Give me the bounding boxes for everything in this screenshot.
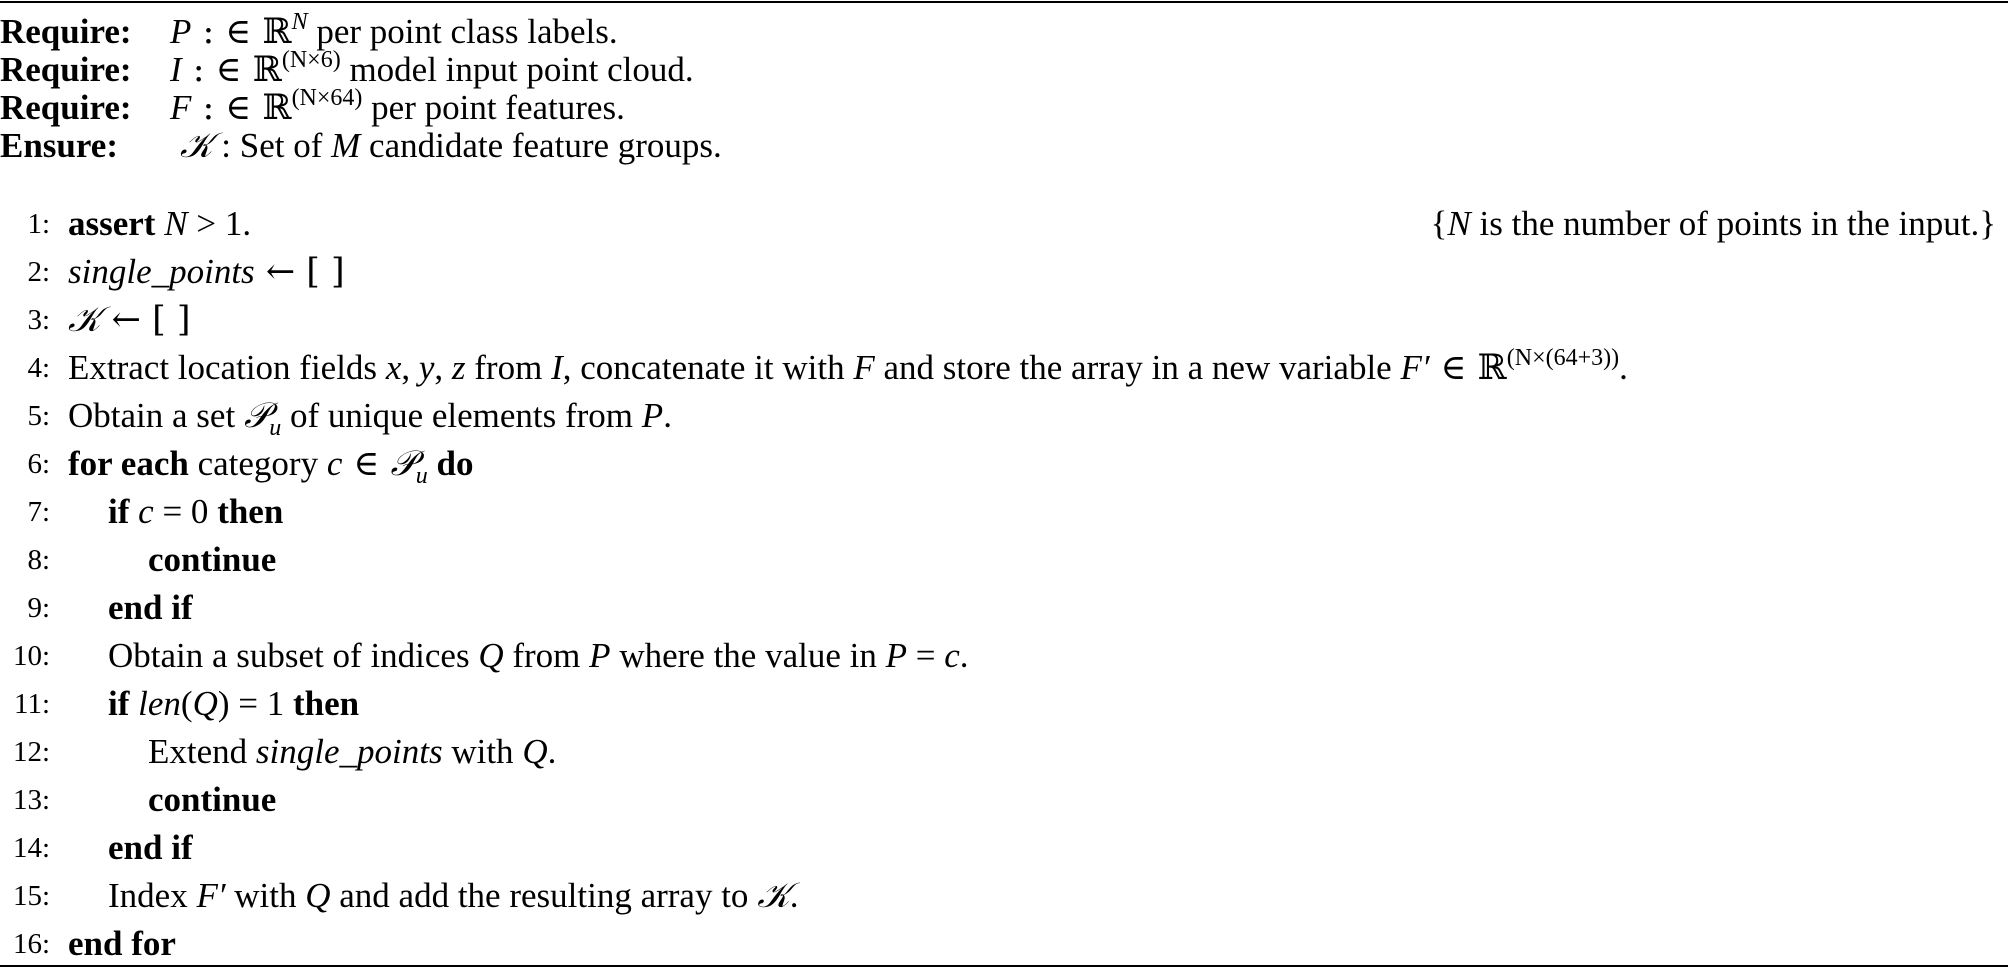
var-F-prime: F′ — [196, 876, 226, 915]
var-N: N — [1447, 204, 1471, 243]
line-number: 3: — [27, 304, 50, 336]
line-body — [68, 392, 672, 444]
expr: ← [ ] — [254, 252, 345, 292]
superscript: N — [291, 9, 308, 35]
var-F-prime: F′ — [1400, 348, 1430, 387]
set-symbol: : ∈ ℝ — [191, 12, 292, 52]
keyword-continue: continue — [148, 780, 277, 819]
line-number: 4: — [27, 352, 50, 384]
line-body — [108, 824, 193, 872]
require-text: model input point cloud. — [340, 50, 694, 89]
comment-text: is the number of points in the input.} — [1470, 204, 1996, 243]
set-symbol: ∈ — [342, 444, 391, 484]
text: . — [789, 876, 799, 915]
line-body — [108, 872, 798, 920]
line-body — [148, 776, 276, 824]
var-c: c — [129, 492, 154, 531]
line-number: 12: — [12, 736, 50, 768]
algo-line-8 — [0, 536, 2008, 584]
algo-line-3 — [0, 296, 2008, 344]
text: and add the resulting array to — [330, 876, 758, 915]
var-K: 𝒦 — [68, 300, 101, 340]
text: , — [434, 348, 452, 387]
require-text: per point features. — [362, 88, 625, 127]
text: , — [401, 348, 419, 387]
line-comment — [1431, 200, 1996, 248]
line-number: 15: — [12, 880, 50, 912]
line-number: 16: — [12, 928, 50, 960]
var-P-script: 𝒫 — [390, 444, 416, 484]
algo-line-16 — [0, 920, 2008, 968]
algo-line-1 — [0, 200, 2008, 248]
subscript: u — [269, 415, 282, 441]
algo-line-4 — [0, 344, 2008, 392]
var-N: N — [155, 204, 188, 243]
text: ( — [180, 684, 193, 723]
require-label: Require: — [0, 50, 132, 89]
require-label: Require: — [0, 88, 132, 127]
text: Extract location fields — [68, 348, 386, 387]
text: , concatenate it with — [562, 348, 854, 387]
var-y: y — [418, 348, 435, 387]
line-number: 1: — [27, 208, 50, 240]
line-body — [148, 536, 276, 584]
brace: { — [1430, 204, 1448, 243]
text: category — [188, 444, 327, 483]
text: . — [547, 732, 557, 771]
text: with — [225, 876, 306, 915]
var-P: P — [170, 12, 192, 51]
algo-line-7 — [0, 488, 2008, 536]
set-symbol: : ∈ ℝ — [191, 88, 292, 128]
var-M: M — [331, 126, 361, 165]
line-number: 11: — [14, 688, 50, 720]
superscript: (N×64) — [291, 85, 363, 111]
line-body — [108, 680, 359, 728]
ensure-output — [0, 122, 2008, 170]
expr: = — [906, 636, 945, 675]
var-K: 𝒦 — [757, 876, 790, 916]
text: Obtain a set — [68, 396, 244, 435]
var-F: F — [853, 348, 875, 387]
keyword-end-if: end if — [108, 828, 193, 867]
text: Index — [108, 876, 197, 915]
var-F: F — [170, 88, 192, 127]
line-body — [68, 344, 1628, 396]
set-symbol: : ∈ ℝ — [181, 50, 282, 90]
expr: > 1. — [187, 204, 252, 243]
require-text: per point class labels. — [307, 12, 618, 51]
var-I: I — [551, 348, 563, 387]
algo-line-12 — [0, 728, 2008, 776]
algo-line-13 — [0, 776, 2008, 824]
text: Extend — [148, 732, 256, 771]
var-P: P — [641, 396, 664, 435]
var-z: z — [451, 348, 466, 387]
text: . — [959, 636, 969, 675]
line-body — [68, 440, 474, 492]
var-K: 𝒦 — [180, 126, 213, 166]
text: . — [663, 396, 672, 435]
var-P-script: 𝒫 — [243, 396, 270, 436]
line-body — [68, 200, 251, 248]
expr: = 0 — [153, 492, 218, 531]
keyword-continue: continue — [148, 540, 277, 579]
var-single-points: single_points — [255, 732, 443, 771]
line-body — [108, 488, 283, 536]
line-number: 7: — [27, 496, 50, 528]
superscript: (N×(64+3)) — [1506, 345, 1620, 371]
text: and store the array in a new variable — [874, 348, 1401, 387]
line-body — [148, 728, 556, 776]
var-P: P — [589, 636, 611, 675]
ensure-text: candidate feature groups. — [360, 126, 722, 165]
text: from — [465, 348, 552, 387]
text: where the value in — [610, 636, 886, 675]
line-body — [68, 248, 345, 296]
line-number: 13: — [12, 784, 50, 816]
var-I: I — [170, 50, 182, 89]
keyword-do: do — [427, 444, 474, 483]
algo-line-2 — [0, 248, 2008, 296]
set-symbol: ∈ ℝ — [1429, 348, 1507, 388]
keyword-for-each: for each — [68, 444, 189, 483]
expr: ← [ ] — [100, 300, 191, 340]
text: with — [442, 732, 523, 771]
line-body — [68, 920, 176, 968]
line-number: 5: — [27, 400, 50, 432]
require-label: Require: — [0, 12, 132, 51]
line-number: 10: — [12, 640, 50, 672]
keyword-end-if: end if — [108, 588, 193, 627]
line-number: 2: — [27, 256, 50, 288]
bottom-rule — [0, 965, 2008, 967]
line-body — [68, 296, 191, 344]
line-body — [108, 632, 969, 680]
ensure-text: : Set of — [212, 126, 332, 165]
ensure-label: Ensure: — [0, 126, 118, 165]
func-len: len — [129, 684, 181, 723]
line-body — [108, 584, 193, 632]
top-rule — [0, 1, 2008, 3]
keyword-if: if — [108, 684, 130, 723]
keyword-end-for: end for — [68, 924, 176, 963]
algo-line-9 — [0, 584, 2008, 632]
keyword-then: then — [293, 684, 360, 723]
text: Obtain a subset of indices — [108, 636, 479, 675]
keyword-assert: assert — [68, 204, 156, 243]
var-c: c — [326, 444, 343, 483]
text: from — [503, 636, 590, 675]
line-number: 6: — [27, 448, 50, 480]
var-Q: Q — [192, 684, 218, 723]
var-Q: Q — [305, 876, 331, 915]
line-number: 14: — [12, 832, 50, 864]
var-Q: Q — [522, 732, 548, 771]
line-number: 9: — [27, 592, 50, 624]
algo-line-10 — [0, 632, 2008, 680]
algo-line-14 — [0, 824, 2008, 872]
text: . — [1619, 348, 1628, 387]
text: of unique elements from — [281, 396, 642, 435]
algo-line-15 — [0, 872, 2008, 920]
expr: ) = 1 — [217, 684, 293, 723]
var-P: P — [885, 636, 907, 675]
algo-line-6 — [0, 440, 2008, 488]
keyword-if: if — [108, 492, 130, 531]
superscript: (N×6) — [281, 47, 341, 73]
var-single-points: single_points — [68, 252, 255, 291]
var-x: x — [385, 348, 402, 387]
algo-line-11 — [0, 680, 2008, 728]
algo-line-5 — [0, 392, 2008, 440]
var-Q: Q — [478, 636, 504, 675]
var-c: c — [944, 636, 960, 675]
keyword-then: then — [217, 492, 284, 531]
subscript: u — [415, 463, 428, 489]
line-number: 8: — [27, 544, 50, 576]
